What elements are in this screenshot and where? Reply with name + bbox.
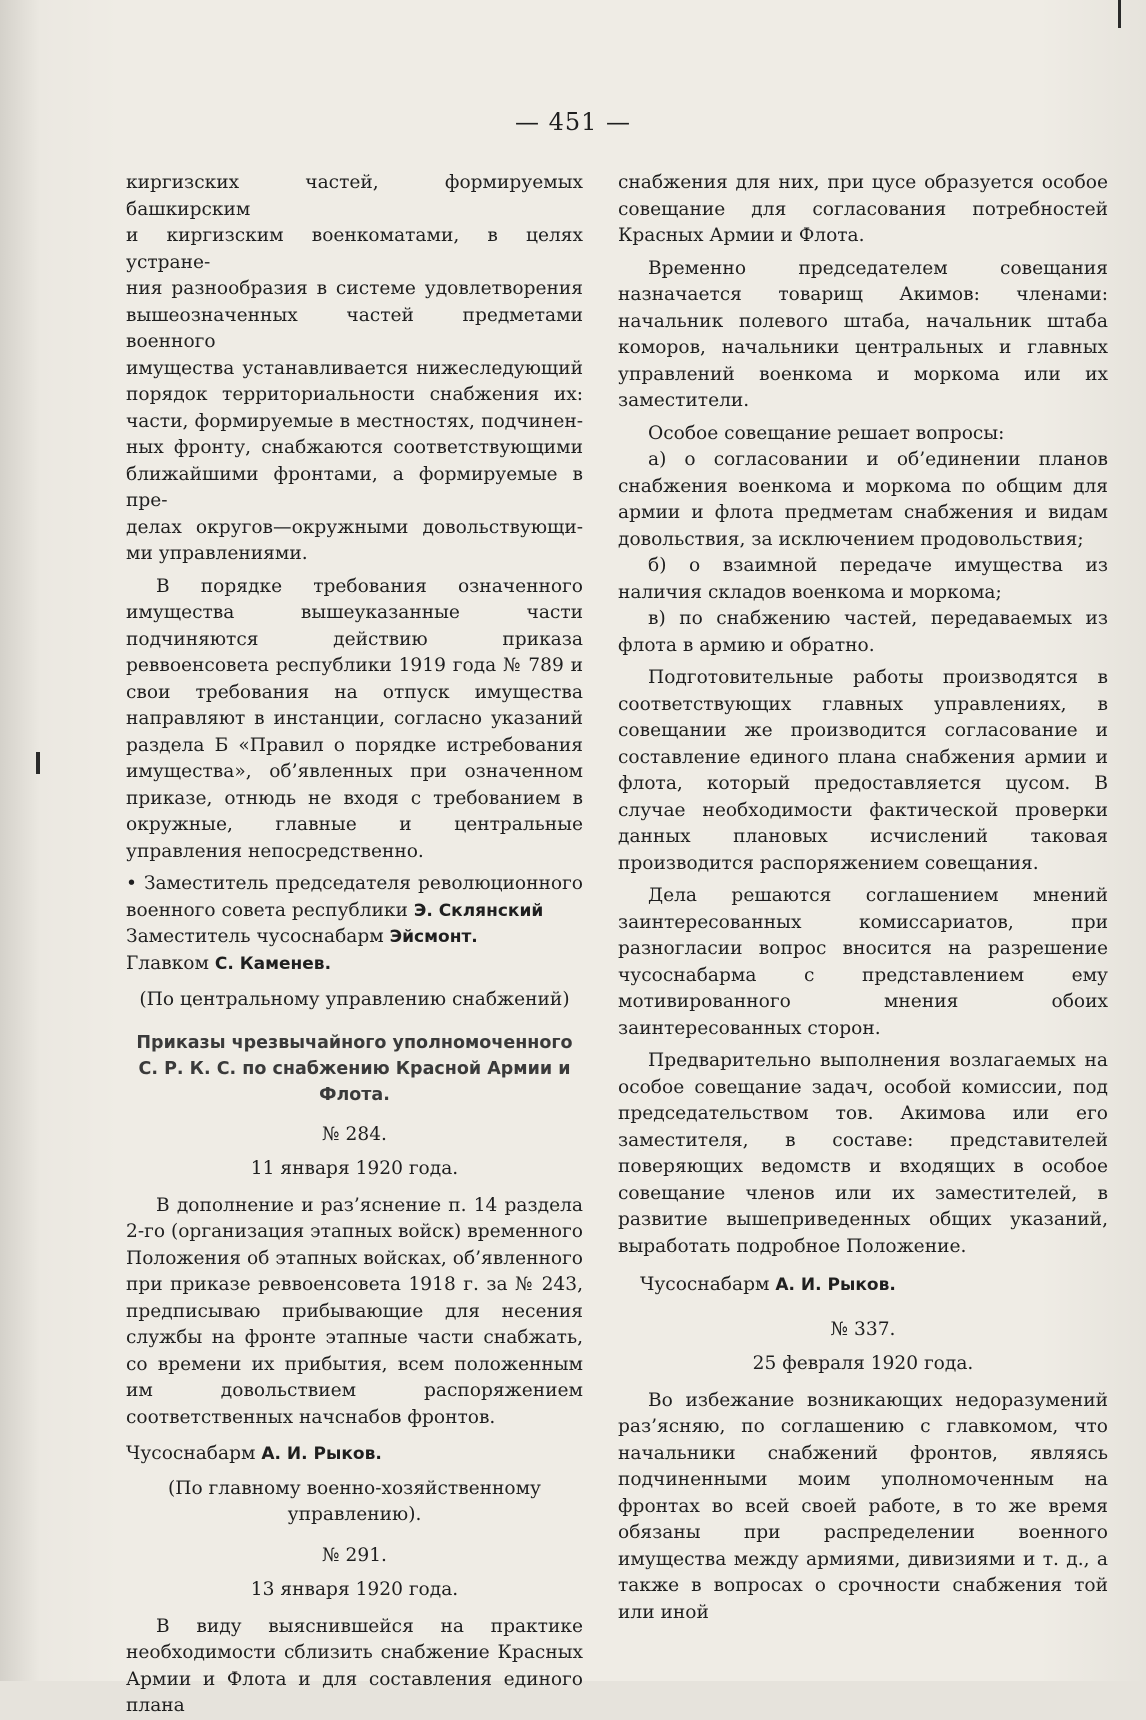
left-para-2: В порядке требования означенного имущества вышеуказанные части подчиняются действию приказа реввоенсовета республики 1919 года № 789 и свои требования на отпуск имущества направляют в инстанции, согласно указаний раздела Б «Правил о порядке истребования имущества», об’явленных при означенном приказе, отнюдь не входя с требованием в окружные, главные и центральные управления непосредственно. — [126, 575, 583, 862]
right-signature-name: А. И. Рыков. — [775, 1275, 896, 1295]
right-signature — [618, 1272, 1108, 1299]
signature-1 — [126, 871, 583, 924]
left-para-1-line: делах округов—окружными довольствующи- — [126, 516, 583, 538]
right-para-6: Предварительно выполнения возлагаемых на особое совещание задач, особой комиссии, под председательством тов. Акимова или его заместителя, в составе: представителей поверяющих ведомств и входящих в особое совещание членов или их заместителей, в развитие вышеприведенных общих указаний, выработать подробное Положение. — [618, 1050, 1108, 1257]
order-284-signature-title: Чусоснабарм — [126, 1443, 256, 1464]
right-item-a: а) о согласовании и об’единении планов снабжения военкома и моркома по общим для армии и флота предметам снабжения и видам довольствия, за исключением продовольствия; — [618, 449, 1108, 550]
note-military-economic: (По главному военно-хозяйственному управлению). — [167, 1477, 541, 1525]
left-para-1-line: вышеозначенных частей предметами военного — [126, 304, 583, 352]
signature-1-title: • Заместитель председателя революционного военного совета республики — [126, 873, 583, 921]
order-284-date: 11 января 1920 года. — [250, 1158, 459, 1179]
right-signature-title: Чусоснабарм — [640, 1274, 770, 1295]
left-para-1-line: ных фронту, снабжаются соответствующими — [126, 437, 583, 458]
left-para-1 — [126, 170, 583, 541]
order-284-signature — [126, 1441, 583, 1468]
order-284-signature-name: А. И. Рыков. — [261, 1444, 382, 1464]
left-column — [126, 170, 583, 1720]
order-284-text: В дополнение и раз’яснение п. 14 раздела 2-го (организация этапных войск) временного Положения об этапных войсках, об’явленного при приказе реввоенсовета 1918 г. за № 243, предписываю прибывающие для несения службы на фронте этапные части снабжать, со времени их прибытия, всем положенным им довольствием распоряжением соответственных начснабов фронтов. — [126, 1194, 583, 1428]
order-291-number: № 291. — [322, 1544, 387, 1566]
signature-3 — [126, 951, 583, 978]
left-para-1-line: ближайшими фронтами, а формируемые в пре- — [126, 463, 583, 511]
signature-3-title: Главком — [126, 952, 209, 974]
order-337-number: № 337. — [830, 1318, 896, 1340]
left-para-1-end: ми управлениями. — [126, 543, 308, 564]
order-337-date: 25 февраля 1920 года. — [752, 1353, 974, 1374]
signature-3-name: С. Каменев. — [214, 953, 332, 974]
signature-1-name: Э. Склянский — [413, 900, 544, 921]
right-para-2: Временно председателем совещания назначается товарищ Акимов: членами: начальник полевого штаба, начальник штаба коморов, начальники центральных и главных управлений военкома и моркома или их заместители. — [618, 257, 1108, 411]
scan-mark — [1118, 0, 1121, 28]
left-para-1-line: части, формируемые в местностях, подчинен- — [126, 410, 583, 432]
left-para-1-line: и киргизским военкоматами, в целях устране- — [126, 225, 583, 273]
right-para-1: снабжения для них, при цусе образуется особое совещание для согласования потребностей Красных Армии и Флота. — [618, 172, 1108, 246]
right-item-b: б) о взаимной передаче имущества из наличия складов военкома и моркома; — [618, 555, 1108, 603]
orders-heading: Приказы чрезвычайного уполномоченного С. Р. К. С. по снабжению Красной Армии и Флота. — [136, 1032, 573, 1105]
order-291-date: 13 января 1920 года. — [250, 1579, 459, 1600]
signature-2 — [126, 924, 583, 951]
left-para-1-line: ния разнообразия в системе удовлетворения — [126, 278, 583, 299]
order-284-number: № 284. — [322, 1123, 387, 1145]
signature-2-name: Эйсмонт. — [389, 927, 478, 947]
right-column — [618, 170, 1108, 1626]
left-para-1-line: киргизских частей, формируемых башкирским — [126, 172, 583, 220]
left-para-1-line: порядок территориальности снабжения их: — [126, 384, 583, 405]
scan-mark — [36, 752, 40, 774]
right-para-5: Дела решаются соглашением мнений заинтересованных комиссариатов, при разногласии вопрос вносится на разрешение чусоснабарма с представлением ему мотивированного мнения обоих заинтересованных сторон. — [618, 885, 1108, 1039]
right-para-4: Подготовительные работы производятся в соответствующих главных управлениях, в совещании же производится согласование и составление единого плана снабжения армии и флота, который предоставляется цусом. В случае необходимости фактической проверки данных плановых исчислений таковая производится распоряжением совещания. — [618, 667, 1108, 874]
right-para-3: Особое совещание решает вопросы: — [648, 422, 1005, 444]
right-item-c: в) по снабжению частей, передаваемых из флота в армию и обратно. — [618, 608, 1108, 656]
page-number: — 451 — — [514, 108, 632, 136]
note-central-supply: (По центральному управлению снабжений) — [139, 989, 570, 1010]
order-291-text: В виду выяснившейся на практике необходимости сблизить снабжение Красных Армии и Флота и для составления единого плана — [126, 1615, 583, 1716]
signature-2-title: Заместитель чусоснабарм — [126, 926, 384, 947]
left-para-1-line: имущества устанавливается нижеследующий — [126, 357, 583, 379]
order-337-text: Во избежание возникающих недоразумений раз’ясняю, по соглашению с главкомом, что начальники снабжений фронтов, являясь подчиненными моим уполномоченным на фронтах во всей своей работе, в то же время обязаны при распределении военного имущества между армиями, дивизиями и т. д., а также в вопросах о срочности снабжения той или иной — [618, 1389, 1108, 1623]
